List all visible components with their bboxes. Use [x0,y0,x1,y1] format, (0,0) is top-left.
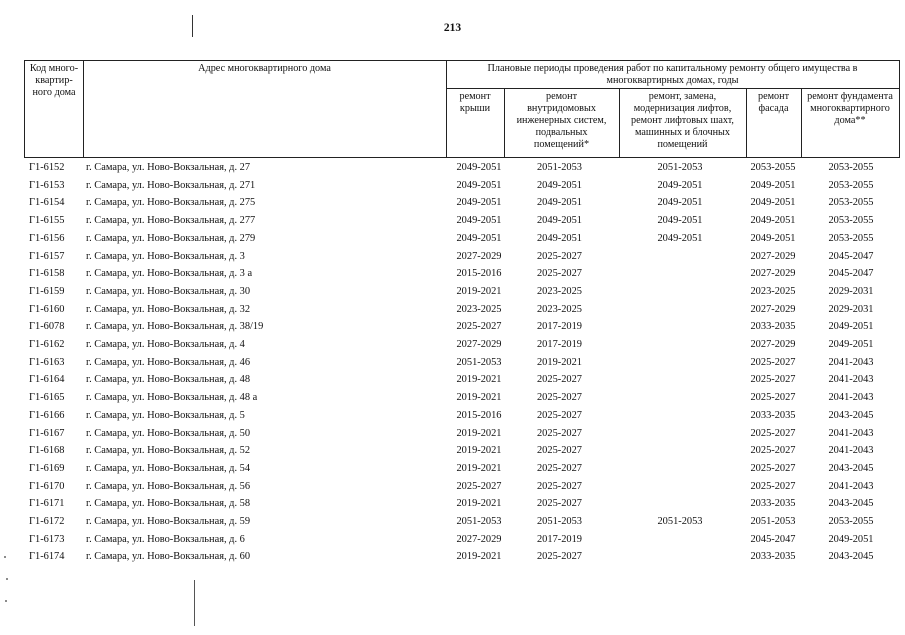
row-foundation: 2053-2055 [828,232,874,244]
table-row [0,478,905,496]
row-foundation: 2049-2051 [828,321,874,333]
row-code: Г1-6159 [29,285,65,297]
row-roof: 2049-2051 [456,215,502,227]
row-facade: 2049-2051 [750,197,796,209]
table-row [0,283,905,301]
table-row [0,548,905,566]
row-foundation: 2053-2055 [828,516,874,527]
row-systems: 2025-2027 [536,392,583,404]
row-foundation: 2029-2031 [828,303,874,315]
header-address: Адрес многоквартирного дома [198,63,331,74]
row-roof: 2049-2051 [456,232,502,244]
row-foundation: 2041-2043 [828,480,874,492]
row-systems: 2025-2027 [536,498,583,510]
header-systems: ремонт внутридомовых инженерных систем, подвальных помещений* [516,91,607,150]
row-lifts: 2049-2051 [657,215,703,227]
row-address: г. Самара, ул. Ново-Вокзальная, д. 3 а [86,268,253,280]
row-roof: 2051-2053 [456,516,502,527]
row-systems: 2025-2027 [536,374,583,386]
row-code: Г1-6155 [29,215,65,227]
row-code: Г1-6163 [29,356,65,368]
scan-mark-bottom [194,580,195,626]
row-facade: 2025-2027 [750,392,796,404]
row-foundation: 2041-2043 [828,445,874,457]
row-foundation: 2053-2055 [828,197,874,209]
row-facade: 2033-2035 [750,498,796,510]
row-code: Г1-6158 [29,268,65,280]
table-row [0,425,905,443]
row-address: г. Самара, ул. Ново-Вокзальная, д. 4 [86,339,245,350]
row-systems: 2025-2027 [536,551,583,563]
row-address: г. Самара, ул. Ново-Вокзальная, д. 271 [86,179,256,191]
row-code: Г1-6166 [29,409,65,421]
row-facade: 2053-2055 [750,162,796,173]
row-lifts: 2049-2051 [657,197,703,209]
row-code: Г1-6173 [29,533,65,545]
row-roof: 2049-2051 [456,197,502,209]
row-roof: 2051-2053 [456,356,502,368]
row-facade: 2027-2029 [750,303,796,315]
row-code: Г1-6162 [29,339,65,350]
row-address: г. Самара, ул. Ново-Вокзальная, д. 6 [86,533,245,545]
row-foundation: 2043-2045 [828,551,874,563]
row-foundation: 2049-2051 [828,339,874,350]
header-code: Код много- квартир- ного дома [29,63,79,98]
row-systems: 2049-2051 [536,179,583,191]
row-facade: 2027-2029 [750,268,796,280]
row-systems: 2025-2027 [536,409,583,421]
row-facade: 2025-2027 [750,445,796,457]
row-roof: 2019-2021 [456,462,502,474]
row-facade: 2025-2027 [750,374,796,386]
table-row [0,460,905,478]
row-facade: 2033-2035 [750,551,796,563]
row-roof: 2019-2021 [456,374,502,386]
row-code: Г1-6160 [29,303,65,315]
row-systems: 2051-2053 [536,162,583,173]
row-code: Г1-6167 [29,427,65,439]
scan-speck [6,578,8,580]
row-systems: 2049-2051 [536,197,583,209]
row-address: г. Самара, ул. Ново-Вокзальная, д. 50 [86,427,251,439]
row-facade: 2025-2027 [750,356,796,368]
row-code: Г1-6157 [29,250,65,262]
row-address: г. Самара, ул. Ново-Вокзальная, д. 48 [86,374,251,386]
table-row [0,177,905,195]
row-roof: 2019-2021 [456,427,502,439]
row-systems: 2025-2027 [536,462,583,474]
row-address: г. Самара, ул. Ново-Вокзальная, д. 279 [86,232,256,244]
row-systems: 2049-2051 [536,232,583,244]
row-lifts: 2051-2053 [657,516,703,527]
row-foundation: 2043-2045 [828,462,874,474]
row-systems: 2025-2027 [536,427,583,439]
row-systems: 2025-2027 [536,250,583,262]
row-facade: 2051-2053 [750,516,796,527]
row-facade: 2045-2047 [750,533,796,545]
row-foundation: 2041-2043 [828,427,874,439]
row-foundation: 2043-2045 [828,498,874,510]
row-foundation: 2029-2031 [828,285,874,297]
row-address: г. Самара, ул. Ново-Вокзальная, д. 52 [86,445,251,457]
row-foundation: 2041-2043 [828,356,874,368]
row-address: г. Самара, ул. Ново-Вокзальная, д. 3 [86,250,245,262]
row-address: г. Самара, ул. Ново-Вокзальная, д. 27 [86,162,251,173]
row-facade: 2049-2051 [750,179,796,191]
row-code: Г1-6169 [29,462,65,474]
row-address: г. Самара, ул. Ново-Вокзальная, д. 59 [86,516,251,527]
row-roof: 2027-2029 [456,533,502,545]
row-roof: 2019-2021 [456,285,502,297]
row-code: Г1-6152 [29,162,65,173]
row-code: Г1-6168 [29,445,65,457]
header-bottom-rule [24,157,899,158]
table-row [0,495,905,513]
row-code: Г1-6154 [29,197,65,209]
row-systems: 2051-2053 [536,516,583,527]
row-systems: 2049-2051 [536,215,583,227]
row-code: Г1-6156 [29,232,65,244]
table-row [0,389,905,407]
row-code: Г1-6165 [29,392,65,404]
table-row [0,442,905,460]
table-row [0,354,905,372]
scan-speck [5,600,7,602]
row-facade: 2033-2035 [750,409,796,421]
table-row [0,248,905,266]
header-facade: ремонт фасада [757,91,790,114]
row-foundation: 2045-2047 [828,268,874,280]
header-roof: ремонт крыши [459,91,491,114]
row-roof: 2015-2016 [456,409,502,421]
page-number: 213 [443,22,462,34]
row-systems: 2017-2019 [536,321,583,333]
row-roof: 2027-2029 [456,339,502,350]
row-roof: 2019-2021 [456,445,502,457]
row-facade: 2049-2051 [750,232,796,244]
header-periods: Плановые периоды проведения работ по капитальному ремонту общего имущества в многоквартирных домах, годы [487,63,858,86]
row-roof: 2049-2051 [456,179,502,191]
table-row [0,212,905,230]
row-foundation: 2053-2055 [828,179,874,191]
table-row [0,230,905,248]
row-facade: 2023-2025 [750,285,796,297]
table-row [0,159,905,177]
row-systems: 2017-2019 [536,533,583,545]
row-foundation: 2045-2047 [828,250,874,262]
row-foundation: 2053-2055 [828,162,874,173]
row-roof: 2023-2025 [456,303,502,315]
row-roof: 2027-2029 [456,250,502,262]
row-systems: 2025-2027 [536,480,583,492]
header-foundation: ремонт фундамента многоквартирного дома** [807,91,893,126]
table-row [0,265,905,283]
row-facade: 2049-2051 [750,215,796,227]
table-row [0,301,905,319]
row-roof: 2025-2027 [456,321,502,333]
row-address: г. Самара, ул. Ново-Вокзальная, д. 48 а [86,392,258,404]
row-foundation: 2049-2051 [828,533,874,545]
row-roof: 2049-2051 [456,162,502,173]
divider [446,88,899,89]
row-foundation: 2041-2043 [828,392,874,404]
row-roof: 2015-2016 [456,268,502,280]
row-systems: 2019-2021 [536,356,583,368]
row-facade: 2033-2035 [750,321,796,333]
row-facade: 2027-2029 [750,339,796,350]
row-code: Г1-6170 [29,480,65,492]
row-systems: 2025-2027 [536,445,583,457]
row-facade: 2025-2027 [750,480,796,492]
row-code: Г1-6153 [29,179,65,191]
header-lifts: ремонт, замена, модернизация лифтов, ремонт лифтовых шахт, машинных и блочных помещений [631,91,734,150]
row-lifts: 2051-2053 [657,162,703,173]
row-lifts: 2049-2051 [657,232,703,244]
row-systems: 2017-2019 [536,339,583,350]
table-row [0,407,905,425]
table-row [0,194,905,212]
row-address: г. Самара, ул. Ново-Вокзальная, д. 277 [86,215,256,227]
row-code: Г1-6171 [29,498,65,510]
row-systems: 2023-2025 [536,303,583,315]
row-address: г. Самара, ул. Ново-Вокзальная, д. 46 [86,356,251,368]
divider [83,61,84,158]
row-address: г. Самара, ул. Ново-Вокзальная, д. 58 [86,498,251,510]
row-facade: 2027-2029 [750,250,796,262]
row-code: Г1-6174 [29,551,65,563]
row-facade: 2025-2027 [750,462,796,474]
row-roof: 2019-2021 [456,392,502,404]
row-code: Г1-6078 [29,321,65,333]
row-foundation: 2041-2043 [828,374,874,386]
row-address: г. Самара, ул. Ново-Вокзальная, д. 60 [86,551,251,563]
row-address: г. Самара, ул. Ново-Вокзальная, д. 30 [86,285,251,297]
table-row [0,318,905,336]
row-address: г. Самара, ул. Ново-Вокзальная, д. 275 [86,197,256,209]
row-roof: 2025-2027 [456,480,502,492]
row-address: г. Самара, ул. Ново-Вокзальная, д. 32 [86,303,251,315]
table-row [0,336,905,354]
row-systems: 2025-2027 [536,268,583,280]
row-foundation: 2053-2055 [828,215,874,227]
table-header [24,60,900,158]
row-lifts: 2049-2051 [657,179,703,191]
row-systems: 2023-2025 [536,285,583,297]
row-code: Г1-6172 [29,516,65,527]
row-code: Г1-6164 [29,374,65,386]
row-address: г. Самара, ул. Ново-Вокзальная, д. 5 [86,409,245,421]
row-address: г. Самара, ул. Ново-Вокзальная, д. 56 [86,480,251,492]
row-address: г. Самара, ул. Ново-Вокзальная, д. 38/19 [86,321,264,333]
row-roof: 2019-2021 [456,498,502,510]
scan-mark-top [192,15,193,37]
row-address: г. Самара, ул. Ново-Вокзальная, д. 54 [86,462,251,474]
table-row [0,513,905,531]
row-roof: 2019-2021 [456,551,502,563]
row-foundation: 2043-2045 [828,409,874,421]
row-facade: 2025-2027 [750,427,796,439]
table-row [0,531,905,549]
table-row [0,371,905,389]
